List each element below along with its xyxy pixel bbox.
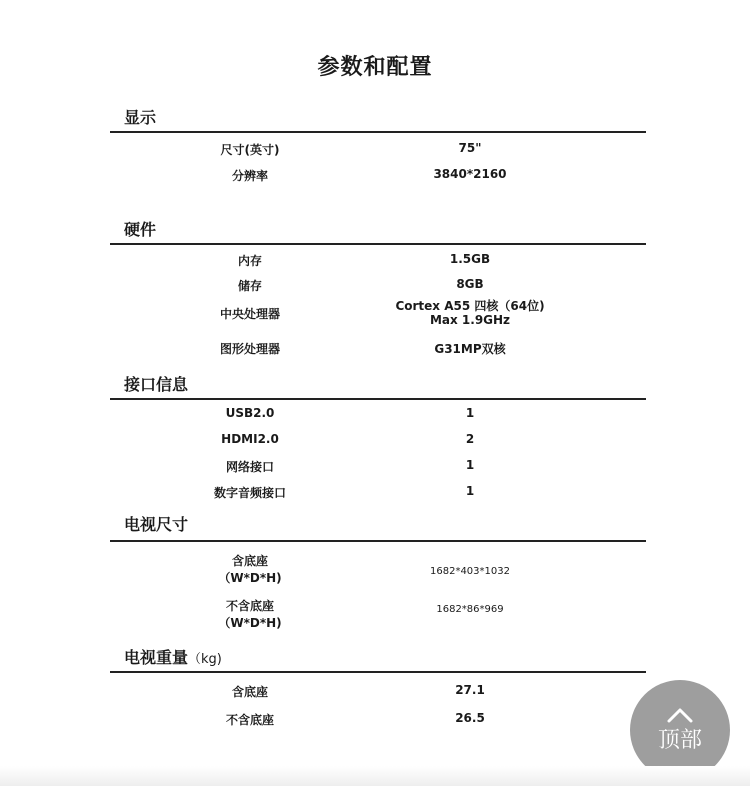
spec-label: 图形处理器 xyxy=(219,342,280,356)
spec-label: HDMI2.0 xyxy=(221,432,279,446)
section-header xyxy=(110,374,646,400)
spec-value: 26.5 xyxy=(455,711,485,725)
bottom-shadow xyxy=(0,766,750,786)
spec-label: 中央处理器 xyxy=(219,307,280,321)
spec-label: 不含底座 xyxy=(225,713,274,727)
spec-value: 1 xyxy=(465,484,475,498)
spec-value: 75" xyxy=(458,141,482,155)
section-display xyxy=(110,107,646,187)
section-title: 接口信息 xyxy=(124,375,189,394)
spec-value: Cortex A55 四核（64位) xyxy=(395,299,545,313)
spec-value: G31MP双核 xyxy=(434,342,506,356)
back-to-top-label: 顶部 xyxy=(657,728,702,753)
spec-value: 27.1 xyxy=(455,683,485,697)
spec-value: 1682*86*969 xyxy=(436,604,504,615)
section-header xyxy=(110,219,646,245)
spec-value: 1682*403*1032 xyxy=(430,566,510,577)
spec-value: 1 xyxy=(465,458,475,472)
section-tv-weight xyxy=(110,647,646,732)
spec-label: 分辨率 xyxy=(231,169,268,183)
spec-label: 不含底座 xyxy=(225,599,274,613)
back-to-top-button[interactable] xyxy=(630,680,730,780)
page-title: 参数和配置 xyxy=(317,55,433,80)
section-title: 电视尺寸 xyxy=(124,515,189,534)
section-hardware xyxy=(110,219,646,364)
spec-label-line2: （W*D*H) xyxy=(218,616,282,630)
spec-label: 储存 xyxy=(237,279,262,293)
spec-value-line2: Max 1.9GHz xyxy=(429,313,511,327)
spec-value: 1 xyxy=(465,406,475,420)
spec-label: 内存 xyxy=(237,254,262,268)
spec-value: 3840*2160 xyxy=(433,167,507,181)
chevron-up-icon xyxy=(666,706,694,724)
spec-label-line2: （W*D*H) xyxy=(218,571,282,585)
section-title: 电视重量 xyxy=(124,648,189,667)
section-header xyxy=(110,647,646,673)
spec-label: USB2.0 xyxy=(225,406,275,420)
spec-label: 含底座 xyxy=(231,554,268,568)
spec-label: 网络接口 xyxy=(225,460,274,474)
section-title: 硬件 xyxy=(124,220,157,239)
spec-label: 数字音频接口 xyxy=(213,486,286,500)
spec-value: 1.5GB xyxy=(449,252,491,266)
section-title: 显示 xyxy=(124,108,157,127)
spec-label: 含底座 xyxy=(231,685,268,699)
spec-value: 8GB xyxy=(456,277,484,291)
section-interfaces xyxy=(110,374,646,504)
spec-label: 尺寸(英寸) xyxy=(220,143,280,157)
section-header xyxy=(110,514,646,542)
section-unit: （kg) xyxy=(188,652,222,667)
section-tv-dimensions xyxy=(110,514,646,639)
section-header xyxy=(110,107,646,133)
spec-value: 2 xyxy=(465,432,475,446)
